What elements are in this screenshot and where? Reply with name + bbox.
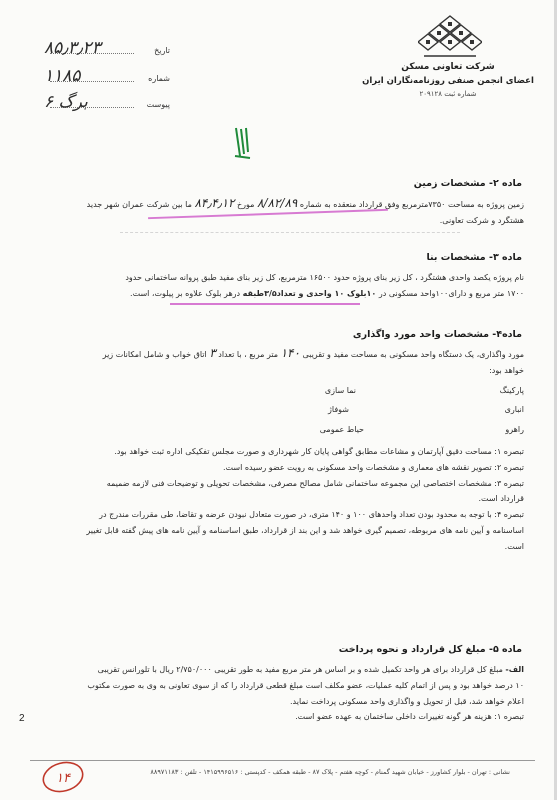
section-4-note-4-line-2: اساسنامه و آیین نامه های مربوطه، تصمیم گیری خواهد شد و این بند از قرارداد، طبق اساسنامه و آیین نامه های پیش گفته قابل تغییر bbox=[86, 525, 524, 535]
section-4-line-1-c: اتاق خواب و شامل امکانات زیر bbox=[102, 350, 207, 359]
section-4-note-3-line-1: تبصره ۳: مشخصات اختصاصی این مجموعه ساختمانی شامل مصالح مصرفی، مشخصات تحویلی و توضیحات فنی لازمه ضمیمه bbox=[106, 478, 524, 488]
section-3-line-2 bbox=[19, 286, 524, 302]
section-4-line-1-a: مورد واگذاری، یک دستگاه واحد مسکونی به مساحت مفید و تقریبی bbox=[302, 350, 524, 359]
faint-bleed-line bbox=[120, 232, 460, 233]
section-2-date-label: مورخ bbox=[237, 200, 255, 209]
section-4-heading: ماده۴- مشخصات واحد مورد واگذاری bbox=[352, 329, 522, 340]
amenity-item: حیاط عمومی bbox=[319, 425, 364, 434]
section-4-note-4-line-1: تبصره ۴: با توجه به محدود بودن تعداد واحدهای ۱۰۰ و ۱۴۰ متری، در صورت متعادل نبودن عرضه و تقاضا، طی مقررات مندرج در bbox=[99, 510, 524, 520]
section-2-line-2: هشتگرد و شرکت تعاونی. bbox=[439, 215, 524, 225]
contract-date-handwritten: ۸۴٫۴٫۱۲ bbox=[194, 196, 235, 210]
section-4-note-1: تبصره ۱: مساحت دقیق آپارتمان و مشاعات مطابق گواهی پایان کار شهرداری و صورت مجلس تفکیکی اداره ثبت خواهد بود. bbox=[114, 447, 524, 456]
attachment-field bbox=[40, 92, 170, 112]
section-4-line-1-b: متر مربع ، با تعداد bbox=[218, 350, 279, 359]
section-5-alef-line-1 bbox=[19, 662, 524, 678]
section-5-alef-line-2: ۱۰ درصد خواهد بود و پس از اتمام کلیه عملیات، عضو مکلف است مبلغ قطعی قرارداد را که از سوی تعاونی به وی به صورت مکتوب bbox=[87, 680, 524, 690]
stamp-mark-icon bbox=[232, 126, 254, 160]
section-3-text bbox=[19, 270, 524, 302]
section-5-alef-text: مبلغ کل قرارداد برای هر واحد تکمیل شده و بر اساس هر متر مربع مفید به طور تقریبی ۲/۷۵۰/۰۰۰ ریال با تلورانس تقریبی bbox=[97, 665, 503, 674]
number-value: ۱۱۸۵ bbox=[44, 66, 81, 86]
date-value: ۸۵٫۳٫۲۳ bbox=[44, 38, 101, 58]
section-5-alef-line-3: اعلام خواهد شد، قبل از تحویل و واگذاری واحد مسکونی پرداخت نماید. bbox=[290, 696, 524, 706]
company-logo-icon bbox=[418, 14, 482, 60]
section-5-note-1: تبصره ۱: هزینه هر گونه تغییرات داخلی ساختمان به عهده عضو است. bbox=[295, 712, 524, 722]
section-2-line-1-start: زمین پروژه به مساحت ۷۳۵۰مترمربع وفق قرارداد منعقده به شماره bbox=[299, 200, 524, 209]
section-5-alef-label: الف- bbox=[505, 665, 524, 674]
section-4-note-2: تبصره ۲: تصویر نقشه های معماری و مشخصات واحد مسکونی به رویت عضو رسیده است. bbox=[223, 462, 524, 472]
section-5-text bbox=[19, 662, 524, 725]
date-label: تاریخ bbox=[154, 46, 170, 55]
section-2-heading: ماده ۲- مشخصات زمین bbox=[413, 178, 522, 189]
section-4-line-2: خواهد بود: bbox=[489, 365, 524, 375]
section-3-line-2-a: ۱۷۰۰ متر مربع و دارای۱۰۰واحد مسکونی در bbox=[378, 288, 524, 298]
footer-address: نشانی : تهران - بلوار کشاورز - خیابان شهید گمنام - کوچه هفتم - پلاک ۸۷ - طبقه همکف - کدپستی : ۱۴۱۵۹۹۶۵۱۶ - تلفن : ۸۸۹۷۱۱۸۳ bbox=[150, 768, 510, 776]
attachment-label: پیوست bbox=[146, 100, 170, 109]
amenity-item: نما سازی bbox=[324, 386, 356, 395]
amenity-item: راهرو bbox=[505, 425, 524, 434]
circled-page-mark-icon bbox=[40, 760, 86, 794]
section-3-heading: ماده ۳- مشخصات بنا bbox=[426, 252, 522, 263]
pink-underline bbox=[170, 303, 360, 305]
footer-divider bbox=[30, 760, 535, 761]
attachment-value: ۶ برگ bbox=[44, 92, 88, 112]
page-number: 2 bbox=[19, 713, 25, 724]
number-label: شماره bbox=[148, 74, 170, 83]
section-2-line-1-end: ما بین شرکت عمران شهر جدید bbox=[86, 200, 192, 209]
section-3-line-1: نام پروژه یکصد واحدی هشتگرد ، کل زیر بنای پروژه حدود ۱۶۵۰۰ مترمربع، کل زیر بنای مفید طبق پروانه ساختمانی حدود bbox=[125, 273, 524, 282]
section-2-line-1 bbox=[19, 196, 524, 213]
company-subtitle: اعضای انجمن صنفی روزنامه‌نگاران ایران bbox=[362, 76, 534, 86]
section-4-text bbox=[19, 346, 524, 379]
company-registration: شماره ثبت ۲۰۹۱۲۸ bbox=[419, 90, 477, 98]
number-field bbox=[40, 66, 170, 86]
amenity-item: شوفاژ bbox=[328, 405, 349, 414]
section-4-note-4-line-3: است. bbox=[504, 541, 524, 551]
contract-number-handwritten: ۸/۸۲/۸۹ bbox=[257, 196, 298, 210]
unit-area-handwritten: ۱۴۰ bbox=[280, 346, 300, 360]
section-4-note-3-line-2: قرارداد است. bbox=[478, 494, 524, 504]
section-5-heading: ماده ۵- مبلغ کل قرارداد و نحوه پرداخت bbox=[338, 644, 522, 655]
company-name: شرکت تعاونی مسکن bbox=[401, 62, 495, 72]
bedrooms-handwritten: ۳ bbox=[209, 346, 216, 360]
section-3-blocks-bold: ۱۰بلوک ۱۰ واحدی و تعداد۳/۵طبقه bbox=[242, 288, 377, 298]
section-3-line-2-c: درهر بلوک علاوه بر پیلوت، است. bbox=[130, 288, 241, 298]
amenity-item: پارکینگ bbox=[499, 386, 524, 395]
section-4-line-1 bbox=[19, 346, 524, 363]
date-field bbox=[40, 38, 170, 58]
section-4-notes bbox=[19, 444, 524, 555]
amenity-item: انباری bbox=[504, 405, 524, 414]
circled-page-number: ۱۴ bbox=[56, 771, 70, 786]
